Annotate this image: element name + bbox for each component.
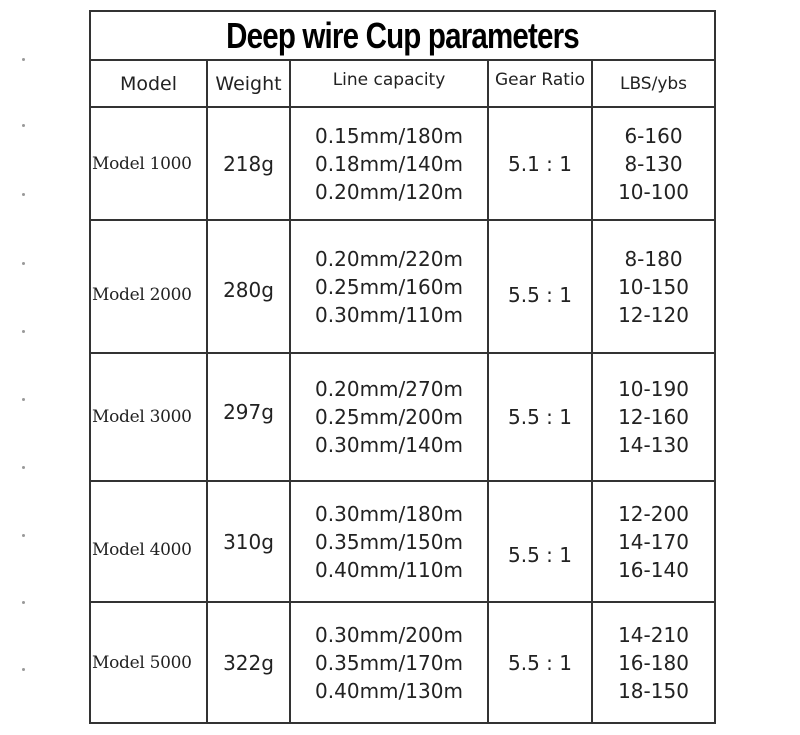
lbs-value: 16-180 <box>618 650 689 675</box>
line-capacity-value: 0.35mm/150m <box>315 529 463 554</box>
lbs-value: 8-130 <box>624 151 683 176</box>
margin-dot <box>22 330 25 333</box>
line-capacity-cell <box>291 221 487 352</box>
header-weight: Weight <box>215 72 282 95</box>
margin-dot <box>22 58 25 61</box>
gear-ratio-cell: 5.5 : 1 <box>508 283 572 307</box>
margin-dot <box>22 466 25 469</box>
lbs-value: 6-160 <box>624 123 683 148</box>
lbs-value: 12-200 <box>618 501 689 526</box>
line-capacity-value: 0.30mm/140m <box>315 433 463 457</box>
line-capacity-cell <box>291 482 487 601</box>
line-capacity-value: 0.20mm/270m <box>315 377 463 401</box>
header-lbs: LBS/ybs <box>619 73 688 94</box>
model-cell: Model 1000 <box>92 153 192 174</box>
weight-cell: 322g <box>223 650 274 675</box>
gear-ratio-cell: 5.1 : 1 <box>508 151 572 176</box>
weight-cell: 297g <box>223 400 274 424</box>
line-capacity-value: 0.20mm/220m <box>315 246 463 271</box>
table-title: Deep wire Cup parameters <box>226 14 579 56</box>
margin-dot <box>22 262 25 265</box>
lbs-value: 8-180 <box>624 246 683 271</box>
gear-ratio-cell: 5.5 : 1 <box>508 542 572 567</box>
model-cell: Model 5000 <box>92 652 192 673</box>
lbs-cell <box>593 603 714 722</box>
margin-dot <box>22 193 25 196</box>
lbs-value: 18-150 <box>618 678 689 703</box>
lbs-cell <box>593 108 714 219</box>
line-capacity-value: 0.18mm/140m <box>315 151 463 176</box>
line-capacity-cell <box>291 354 487 480</box>
line-capacity-value: 0.40mm/110m <box>315 557 463 582</box>
model-cell: Model 3000 <box>92 407 192 427</box>
lbs-value: 12-160 <box>618 405 689 429</box>
parameters-table <box>89 10 716 724</box>
lbs-value: 10-190 <box>618 377 689 401</box>
margin-dot <box>22 398 25 401</box>
line-capacity-cell <box>291 603 487 722</box>
weight-cell: 310g <box>223 529 274 554</box>
header-gear-ratio: Gear Ratio <box>494 70 586 90</box>
line-capacity-value: 0.30mm/200m <box>315 622 463 647</box>
line-capacity-value: 0.20mm/120m <box>315 179 463 204</box>
lbs-value: 10-100 <box>618 179 689 204</box>
weight-cell: 280g <box>223 278 274 302</box>
gear-ratio-cell: 5.5 : 1 <box>508 650 572 675</box>
lbs-cell <box>593 482 714 601</box>
lbs-cell <box>593 354 714 480</box>
header-line-capacity: Line capacity <box>332 70 446 90</box>
lbs-value: 14-210 <box>618 622 689 647</box>
line-capacity-value: 0.30mm/180m <box>315 501 463 526</box>
line-capacity-value: 0.30mm/110m <box>315 302 463 327</box>
gear-ratio-cell: 5.5 : 1 <box>508 405 572 429</box>
weight-cell: 218g <box>223 151 274 176</box>
margin-dot <box>22 534 25 537</box>
model-cell: Model 2000 <box>92 285 192 305</box>
lbs-value: 16-140 <box>618 557 689 582</box>
line-capacity-value: 0.40mm/130m <box>315 678 463 703</box>
margin-dot <box>22 601 25 604</box>
line-capacity-cell <box>291 108 487 219</box>
header-model: Model <box>119 72 178 95</box>
model-cell: Model 4000 <box>92 539 192 560</box>
line-capacity-value: 0.25mm/160m <box>315 274 463 299</box>
lbs-value: 10-150 <box>618 274 689 299</box>
line-capacity-value: 0.35mm/170m <box>315 650 463 675</box>
lbs-value: 12-120 <box>618 302 689 327</box>
lbs-value: 14-170 <box>618 529 689 554</box>
margin-dot <box>22 124 25 127</box>
margin-dot <box>22 668 25 671</box>
line-capacity-value: 0.15mm/180m <box>315 123 463 148</box>
line-capacity-value: 0.25mm/200m <box>315 405 463 429</box>
lbs-value: 14-130 <box>618 433 689 457</box>
lbs-cell <box>593 221 714 352</box>
